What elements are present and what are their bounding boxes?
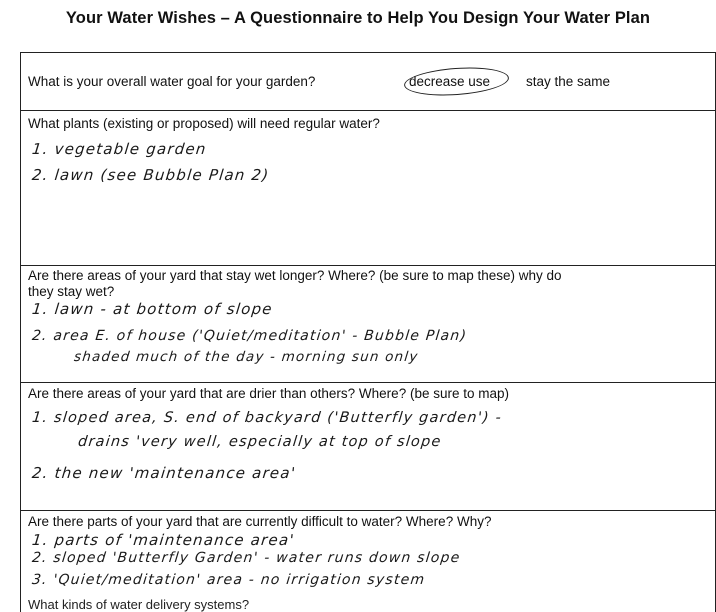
dry-answer-3: 2. the new 'maintenance area' bbox=[31, 464, 298, 482]
divider bbox=[20, 510, 716, 511]
dry-question: Are there areas of your yard that are drier than others? Where? (be sure to map) bbox=[28, 386, 509, 401]
next-question-partial: What kinds of water delivery systems? bbox=[28, 597, 250, 612]
wet-question-line2: they stay wet? bbox=[28, 284, 115, 299]
divider bbox=[20, 265, 716, 266]
goal-question: What is your overall water goal for your garden? bbox=[28, 74, 316, 89]
dry-answer-2: drains 'very well, especially at top of slope bbox=[77, 434, 443, 450]
goal-option-decrease[interactable]: decrease use bbox=[409, 74, 491, 89]
plants-answer-1: 1. vegetable garden bbox=[31, 140, 208, 158]
divider bbox=[20, 52, 716, 53]
plants-answer-2: 2. lawn (see Bubble Plan 2) bbox=[31, 166, 271, 184]
goal-option-same[interactable]: stay the same bbox=[526, 74, 611, 89]
difficult-answer-2: 2. sloped 'Butterfly Garden' - water runs down slope bbox=[31, 550, 462, 566]
plants-question: What plants (existing or proposed) will need regular water? bbox=[28, 116, 380, 131]
difficult-answer-1: 1. parts of 'maintenance area' bbox=[31, 531, 296, 549]
dry-answer-1: 1. sloped area, S. end of backyard ('Butterfly garden') - bbox=[31, 410, 503, 426]
divider bbox=[20, 382, 716, 383]
page-title: Your Water Wishes – A Questionnaire to Help You Design Your Water Plan bbox=[65, 9, 651, 27]
divider bbox=[20, 110, 716, 111]
wet-question-line1: Are there areas of your yard that stay wet longer? Where? (be sure to map these) why do bbox=[28, 268, 562, 283]
wet-answer-1: 1. lawn - at bottom of slope bbox=[31, 300, 274, 318]
wet-answer-2: 2. area E. of house ('Quiet/meditation' - Bubble Plan) bbox=[31, 328, 468, 344]
wet-answer-3: shaded much of the day - morning sun only bbox=[73, 349, 420, 365]
difficult-answer-3: 3. 'Quiet/meditation' area - no irrigation system bbox=[31, 572, 427, 588]
difficult-question: Are there parts of your yard that are currently difficult to water? Where? Why? bbox=[28, 514, 492, 529]
